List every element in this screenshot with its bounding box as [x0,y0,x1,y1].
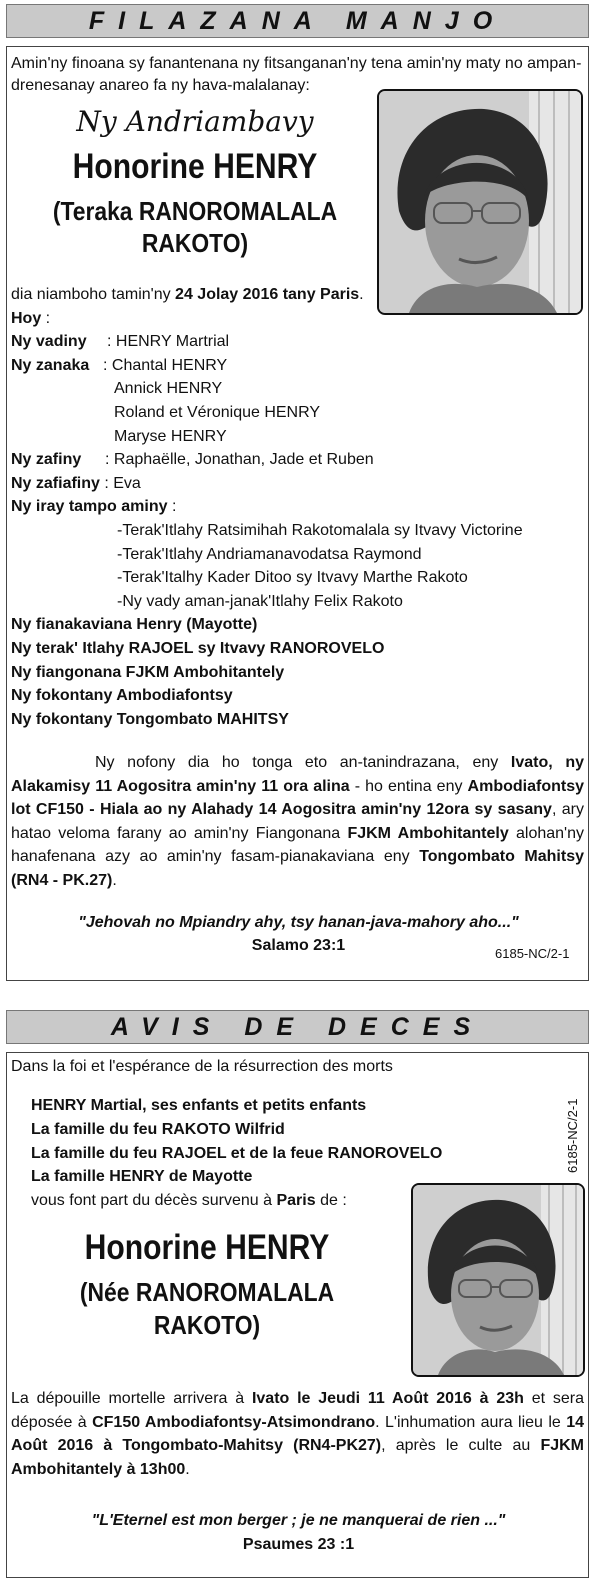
para1-b3: FJKM Ambohitantely [347,824,509,842]
zafiny-label: Ny zafiny [11,451,82,468]
notice2-header: AVIS DE DECES [6,1010,589,1044]
iray-value-0: -Terak'Itlahy Ratsimihah Rakotomalala sy Itvavy Victorine [117,522,523,539]
portrait-photo-icon [413,1185,583,1375]
para1-b4: Tongombato Mahitsy (RN4 - PK.27) [11,848,584,889]
para1-b1: Ivato, ny Alakamisy 11 Aogositra amin'ny 11 ora alina [11,754,585,795]
notice2-born-line2: RAKOTO) [153,1310,261,1340]
announce-place: Paris [276,1192,316,1209]
notice1-quote: "Jehovah no Mpiandry ahy, tsy hanan-java-mahory aho..." [78,914,519,931]
announce-post: de : [315,1192,347,1209]
para2-b1: Ivato le Jeudi 11 Août 2016 à 23h [251,1390,524,1407]
bold-line-3: Ny fokontany Ambodiafontsy [11,687,233,704]
notice1-portrait-photo [377,89,583,315]
notice2-body [6,1052,589,1578]
notice2-portrait-photo [411,1183,585,1377]
zafiafiny-value: : Eva [99,475,141,492]
death-pre: dia niamboho tamin'ny [11,286,176,303]
notice2-born-line1: (Née RANOROMALALA [79,1277,335,1307]
death-date: 24 Jolay 2016 tany Paris [175,286,360,303]
zanaka-label: Ny zanaka [11,357,90,374]
notice2-paragraph [11,1387,584,1481]
zafiafiny-label: Ny zafiafiny [11,475,100,492]
bold-line-4: Ny fokontany Tongombato MAHITSY [11,711,289,728]
announce-pre: vous font part du décès survenu à [31,1192,277,1209]
para1-t4: alohan'ny hanafenana azy ao amin'ny fasam-pianakaviana eny [11,824,584,865]
bold-line-0: Ny fianakaviana Henry (Mayotte) [11,616,258,633]
para1-t5: . [112,871,117,889]
para2-t2: et sera déposée à [11,1390,585,1431]
para1-t1: Ny nofony dia ho tonga eto an-tanindrazana, eny [95,754,511,771]
vadiny-label: Ny vadiny [11,333,87,350]
iray-value-1: -Terak'Itlahy Andriamanavodatsa Raymond [117,546,422,563]
notice1-death-line [11,285,364,305]
notice-filazana-manjo [6,4,589,981]
zafiny-value: : Raphaëlle, Jonathan, Jade et Ruben [105,451,374,468]
zanaka-value-3: Maryse HENRY [114,428,227,445]
notice1-paragraph [11,751,584,892]
zafiafiny-line [11,474,141,494]
notice1-born-line1: (Teraka RANOROMALALA [52,196,338,226]
hoy-colon: : [41,310,51,327]
para2-b3: 14 Août 2016 à Tongombato-Mahitsy (RN4-PK27) [11,1413,585,1454]
para1-t2: - ho entina eny [349,777,468,795]
notice2-verse: Psaumes 23 :1 [242,1536,355,1553]
notice1-ref: 6185-NC/2-1 [495,946,570,961]
iray-value-2: -Terak'Italhy Kader Ditoo sy Itvavy Marthe Rakoto [117,569,468,586]
para2-b2: CF150 Ambodiafontsy-Atsimondrano [92,1413,376,1431]
notice2-intro: Dans la foi et l'espérance de la résurrection des morts [11,1058,393,1075]
iray-line [11,497,176,517]
iray-value-3: -Ny vady aman-janak'Itlahy Felix Rakoto [117,593,403,610]
para1-b2: Ambodiafontsy lot CF150 - Hiala ao ny Alahady 14 Aogositra amin'ny 12ora sy sasany [11,777,584,818]
notice1-intro-line2: drenesanay anareo fa ny hava-malalanay: [11,77,310,94]
notice1-header: FILAZANA MANJO [6,4,589,38]
hoy-label: Hoy [11,310,42,327]
bold-line-1: Ny terak' Itlahy RAJOEL sy Itvavy RANOROVELO [11,640,385,657]
vadiny-value: : HENRY Martrial [107,333,230,350]
notice1-name: Honorine HENRY [72,147,318,186]
para2-t5: . [185,1460,190,1478]
family-1: La famille du feu RAKOTO Wilfrid [31,1121,285,1138]
para2-t4: , après le culte au [381,1437,541,1454]
notice1-honorific: Ny Andriambavy [76,105,314,138]
portrait-photo-icon [379,91,581,313]
family-3: La famille HENRY de Mayotte [31,1168,253,1185]
notice1-verse: Salamo 23:1 [251,937,346,954]
notice1-body [6,46,589,981]
notice1-hoy [11,309,50,329]
para2-t1: La dépouille mortelle arrivera à [11,1390,252,1407]
zanaka-value-0: : Chantal HENRY [103,357,228,374]
family-2: La famille du feu RAJOEL et de la feue RANOROVELO [31,1145,443,1162]
notice-avis-de-deces [6,1010,589,1578]
death-post: . [359,286,364,303]
para1-t3: , ary hatao veloma farany ao amin'ny Fiangonana [11,801,584,842]
para2-b4: FJKM Ambohitantely à 13h00 [11,1437,584,1478]
notice2-ref: 6185-NC/2-1 [565,1098,580,1173]
notice2-quote: "L'Eternel est mon berger ; je ne manquerai de rien ..." [91,1512,506,1529]
notice2-announce [31,1191,347,1211]
zanaka-value-2: Roland et Véronique HENRY [114,404,321,421]
iray-label: Ny iray tampo aminy [11,498,168,515]
para2-t3: . L'inhumation aura lieu le [375,1413,567,1431]
family-0: HENRY Martial, ses enfants et petits enfants [31,1097,367,1114]
notice1-born-line2: RAKOTO) [141,228,249,258]
iray-colon: : [167,498,177,515]
bold-line-2: Ny fiangonana FJKM Ambohitantely [11,664,285,681]
notice2-name: Honorine HENRY [84,1228,330,1267]
zanaka-value-1: Annick HENRY [114,380,223,397]
notice1-intro-line1: Amin'ny finoana sy fanantenana ny fitsanganan'ny tena amin'ny maty no ampan- [11,55,582,72]
